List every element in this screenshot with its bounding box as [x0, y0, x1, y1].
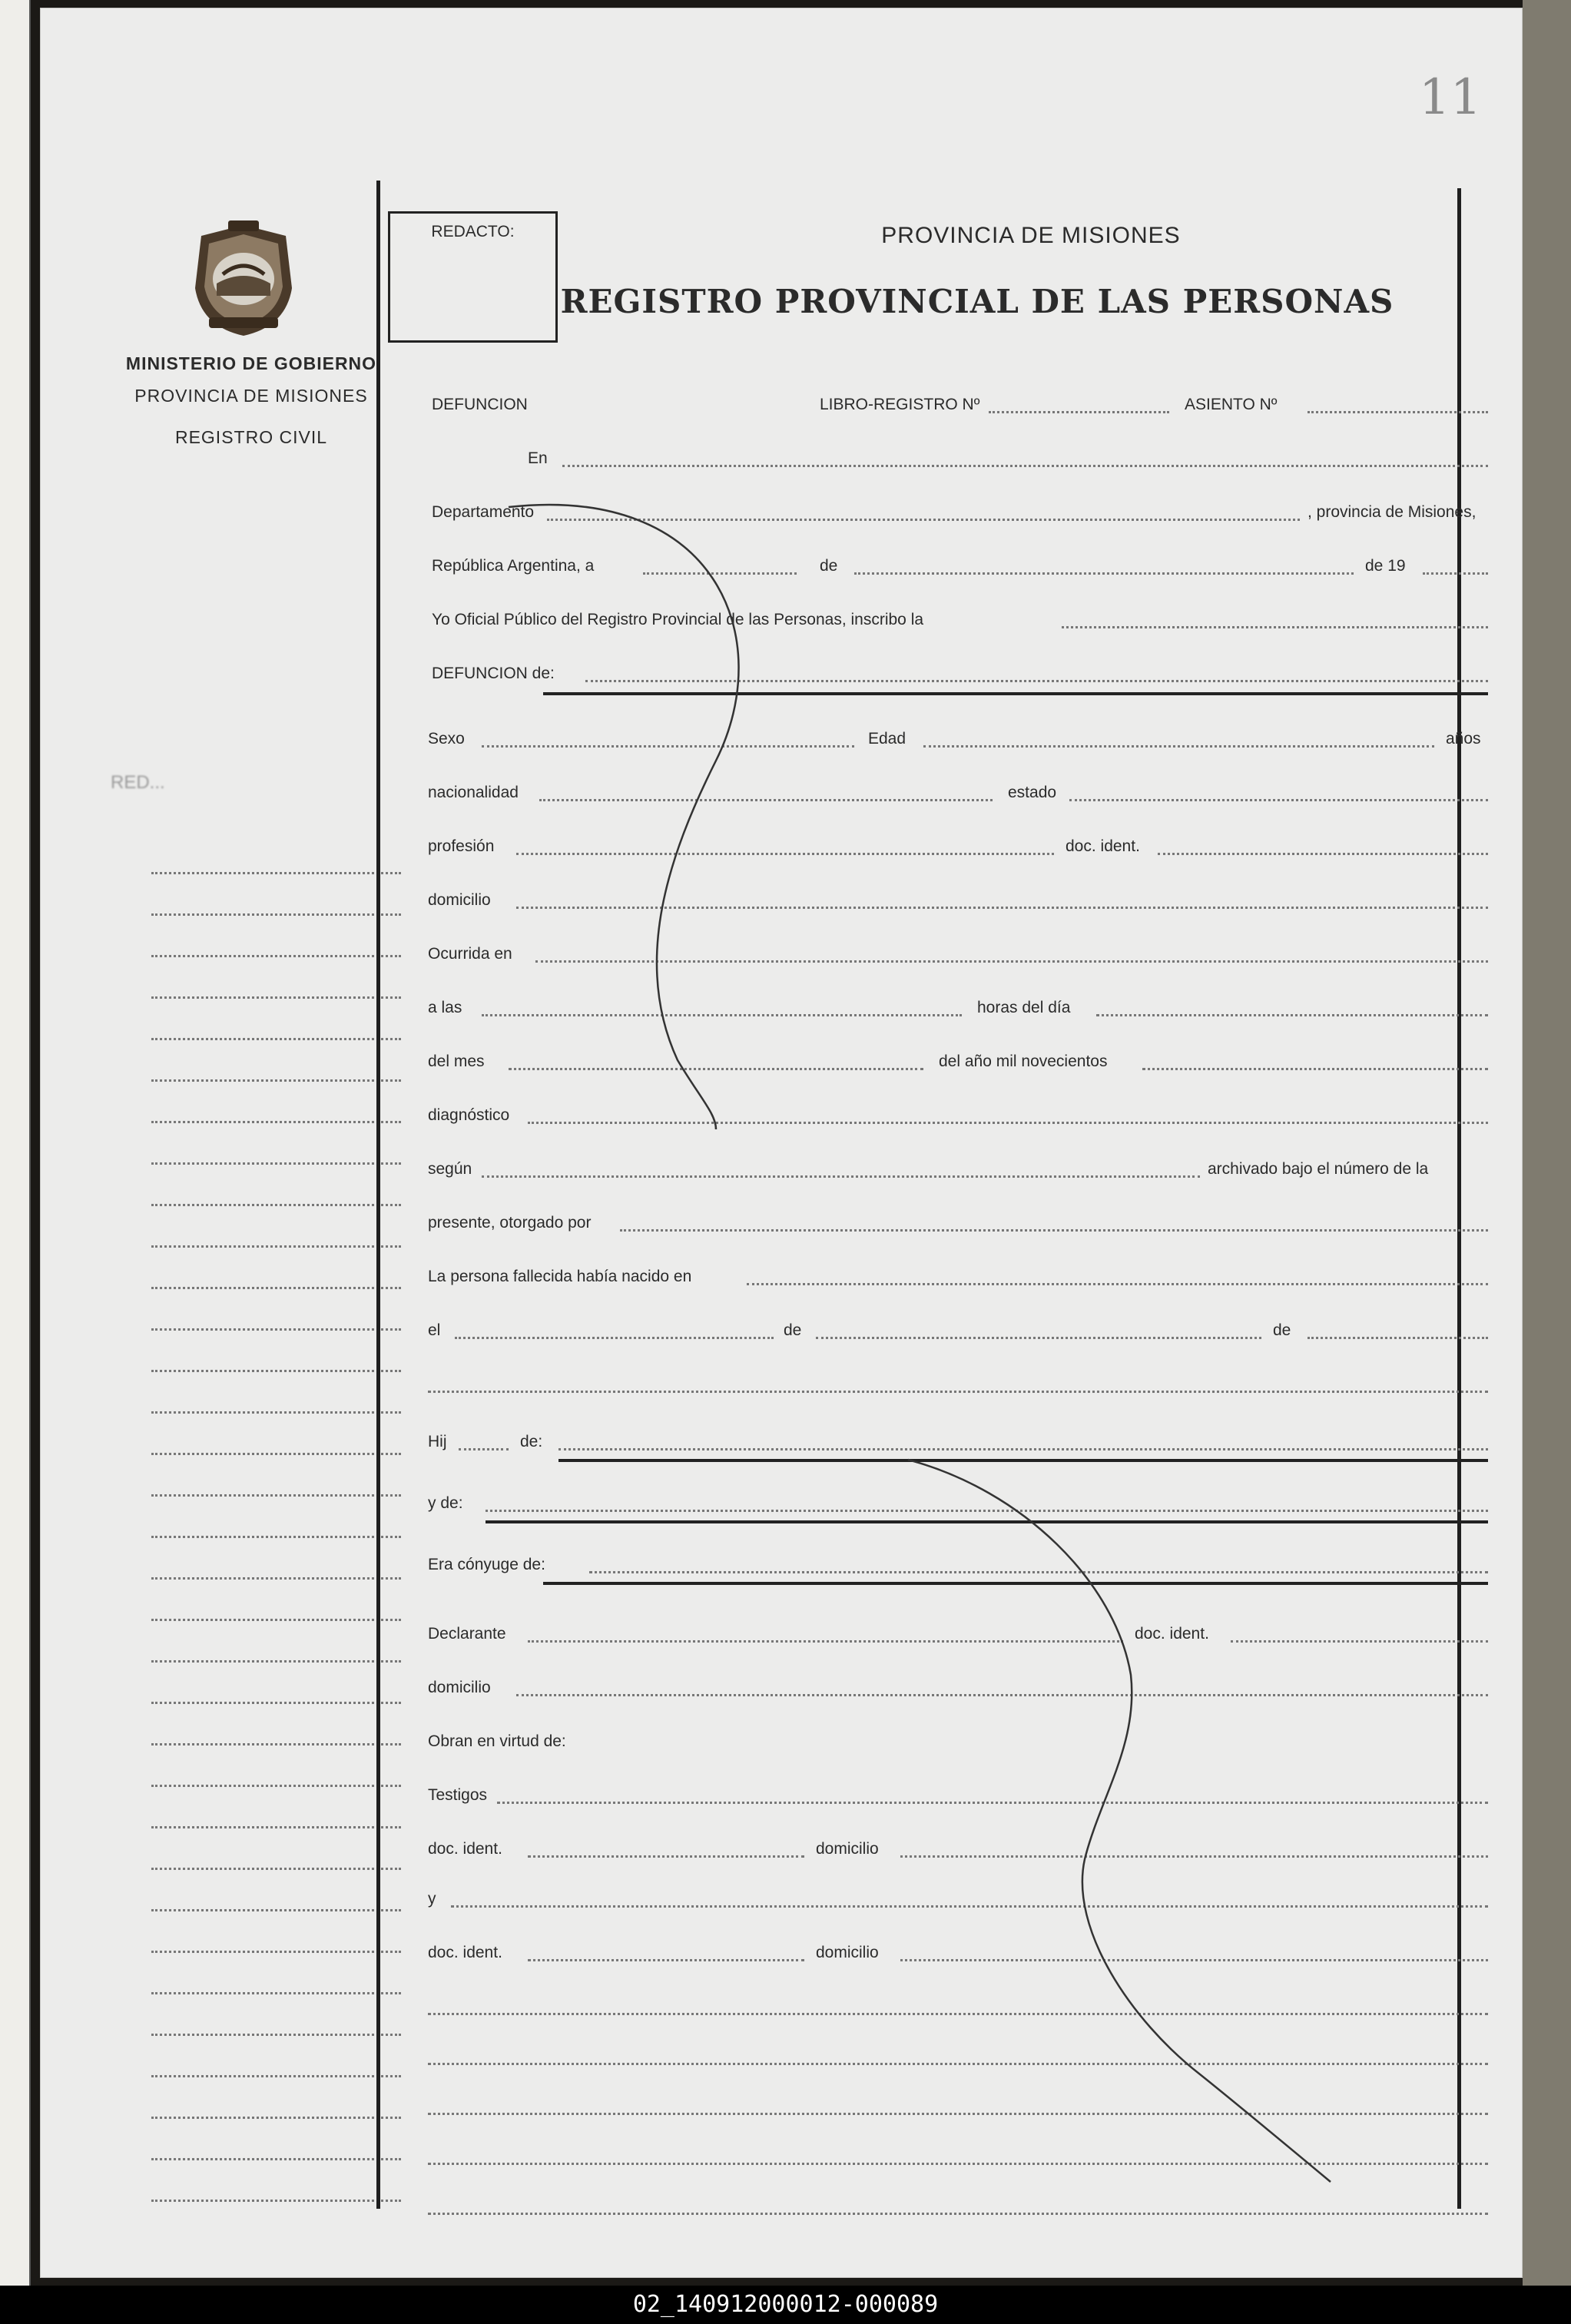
register-page	[40, 8, 1523, 2278]
segun-label: según	[428, 1160, 472, 1178]
edad-label: Edad	[868, 730, 906, 748]
presente-label: presente, otorgado por	[428, 1214, 592, 1232]
del-mes-label: del mes	[428, 1053, 485, 1070]
previous-page-edge	[0, 0, 31, 2286]
a-las-label: a las	[428, 999, 462, 1016]
image-id-footer: 02_140912000012-000089	[0, 2286, 1571, 2324]
defuncion-de-label: DEFUNCION de:	[432, 665, 555, 682]
horas-del-dia-label: horas del día	[977, 999, 1071, 1016]
anos-label: años	[1446, 730, 1481, 748]
provincia-misiones-label: , provincia de Misiones,	[1308, 503, 1477, 521]
hij-label: Hij	[428, 1433, 447, 1450]
diagnostico-label: diagnóstico	[428, 1106, 510, 1124]
binder-cover-edge	[1523, 0, 1571, 2286]
redacto-label: REDACTO:	[431, 223, 515, 240]
en-label: En	[528, 449, 548, 467]
witness1-doc-label: doc. ident.	[428, 1840, 502, 1858]
ministry-label: MINISTERIO DE GOBIERNO	[125, 353, 377, 373]
page-number: 11	[1419, 69, 1482, 126]
doc-ident-label: doc. ident.	[1066, 837, 1140, 855]
del-ano-label: del año mil novecientos	[939, 1053, 1108, 1070]
yo-oficial-label: Yo Oficial Público del Registro Provincial de las Personas, inscribo la	[432, 611, 924, 628]
birth-de2-label: de	[1273, 1321, 1291, 1339]
domicilio-label: domicilio	[428, 891, 491, 909]
registry-label: REGISTRO CIVIL	[174, 427, 328, 447]
province-label: PROVINCIA DE MISIONES	[134, 386, 368, 406]
witness2-domicilio-label: domicilio	[816, 1944, 879, 1961]
de-19-label: de 19	[1365, 557, 1406, 575]
witness2-doc-label: doc. ident.	[428, 1944, 502, 1961]
ocurrida-label: Ocurrida en	[428, 945, 512, 963]
declarante-domicilio-label: domicilio	[428, 1679, 491, 1696]
departamento-label: Departamento	[432, 503, 535, 521]
birth-de-label: de	[784, 1321, 802, 1339]
faint-stamp: RED...	[111, 772, 165, 793]
libro-registro-label: LIBRO-REGISTRO Nº	[820, 396, 980, 413]
era-conyuge-label: Era cónyuge de:	[428, 1556, 545, 1573]
hij-de-label: de:	[520, 1433, 543, 1450]
republica-label: República Argentina, a	[432, 557, 595, 575]
declarante-label: Declarante	[428, 1625, 506, 1643]
declarante-doc-label: doc. ident.	[1135, 1625, 1209, 1643]
defuncion-label: DEFUNCION	[432, 396, 528, 413]
archivado-label: archivado bajo el número de la	[1208, 1160, 1429, 1178]
witness1-domicilio-label: domicilio	[816, 1840, 879, 1858]
asiento-label: ASIENTO Nº	[1185, 396, 1278, 413]
nacionalidad-label: nacionalidad	[428, 784, 519, 801]
testigos-label: Testigos	[428, 1786, 488, 1804]
province-title: PROVINCIA DE MISIONES	[881, 223, 1181, 248]
sexo-label: Sexo	[428, 730, 465, 748]
cancellation-strokes	[40, 8, 1523, 2278]
obran-label: Obran en virtud de:	[428, 1732, 566, 1750]
registry-title: REGISTRO PROVINCIAL DE LAS PERSONAS	[560, 283, 1394, 320]
persona-nacido-label: La persona fallecida había nacido en	[428, 1268, 692, 1285]
profesion-label: profesión	[428, 837, 495, 855]
el-label: el	[428, 1321, 441, 1339]
estado-label: estado	[1008, 784, 1057, 801]
y-de-label: y de:	[428, 1494, 463, 1512]
de-label: de	[820, 557, 838, 575]
y-label: y	[428, 1890, 436, 1908]
